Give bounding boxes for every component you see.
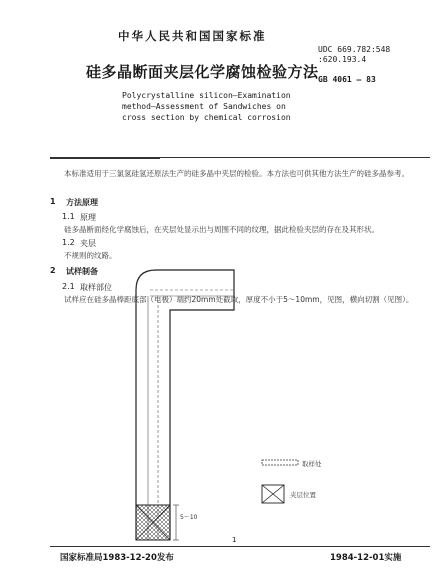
issue-date: 国家标准局1983-12-20发布 (60, 553, 174, 563)
udc-code: UDC 669.782:548 (318, 45, 391, 54)
legend-cross-label: 夹层位置 (290, 491, 316, 499)
dimension-label: 5～10 (180, 514, 198, 521)
legend-dashed-label: 取样处 (302, 460, 322, 468)
section-2-number: 2 (50, 266, 56, 275)
document-title: 硅多晶断面夹层化学腐蚀检验方法 (86, 63, 319, 81)
english-title-line-1: Polycrystalline silicon—Examination (122, 91, 291, 100)
section-1-2-title: 夹层 (80, 239, 96, 248)
intro-paragraph: 本标准适用于三氯氢硅氢还原法生产的硅多晶中夹层的检验。本方法也可供其他方法生产的硅多晶参考。 (64, 169, 409, 178)
english-title-line-3: cross section by chemical corrosion (122, 113, 291, 122)
footer-rule (50, 546, 430, 547)
section-1-1-text: 硅多晶断面经化学腐蚀后，在夹层处显示出与周围不同的纹理，据此检验夹层的存在及其形状。 (64, 225, 379, 234)
gb-standard-number: GB 4061 — 83 (318, 75, 376, 84)
section-1-2-number: 1.2 (62, 238, 75, 247)
section-1-1-title: 原理 (80, 213, 96, 222)
section-1-title: 方法原理 (66, 198, 98, 207)
section-1-1-number: 1.1 (62, 212, 75, 221)
udc-code-continued: :620.193.4 (318, 55, 367, 64)
english-title-line-2: method—Assessment of Sandwiches on (122, 102, 286, 111)
section-2-title: 试样制备 (66, 267, 98, 276)
section-2-1-title: 取样部位 (80, 283, 112, 292)
section-1-2-text: 不规则的纹路。 (64, 251, 117, 260)
section-2-1-number: 2.1 (62, 282, 75, 291)
section-2-1-text: 试样应在硅多晶棒距底部（电极）端约20mm处截取，厚度不小于5～10mm，见图，横向切割（见图）。 (64, 295, 414, 304)
legend-dashed-symbol (262, 460, 298, 465)
effective-date: 1984-12-01实施 (330, 553, 402, 563)
page-number: 1 (232, 536, 237, 544)
section-1-number: 1 (50, 197, 56, 206)
issuing-authority: 中华人民共和国国家标准 (118, 29, 267, 43)
